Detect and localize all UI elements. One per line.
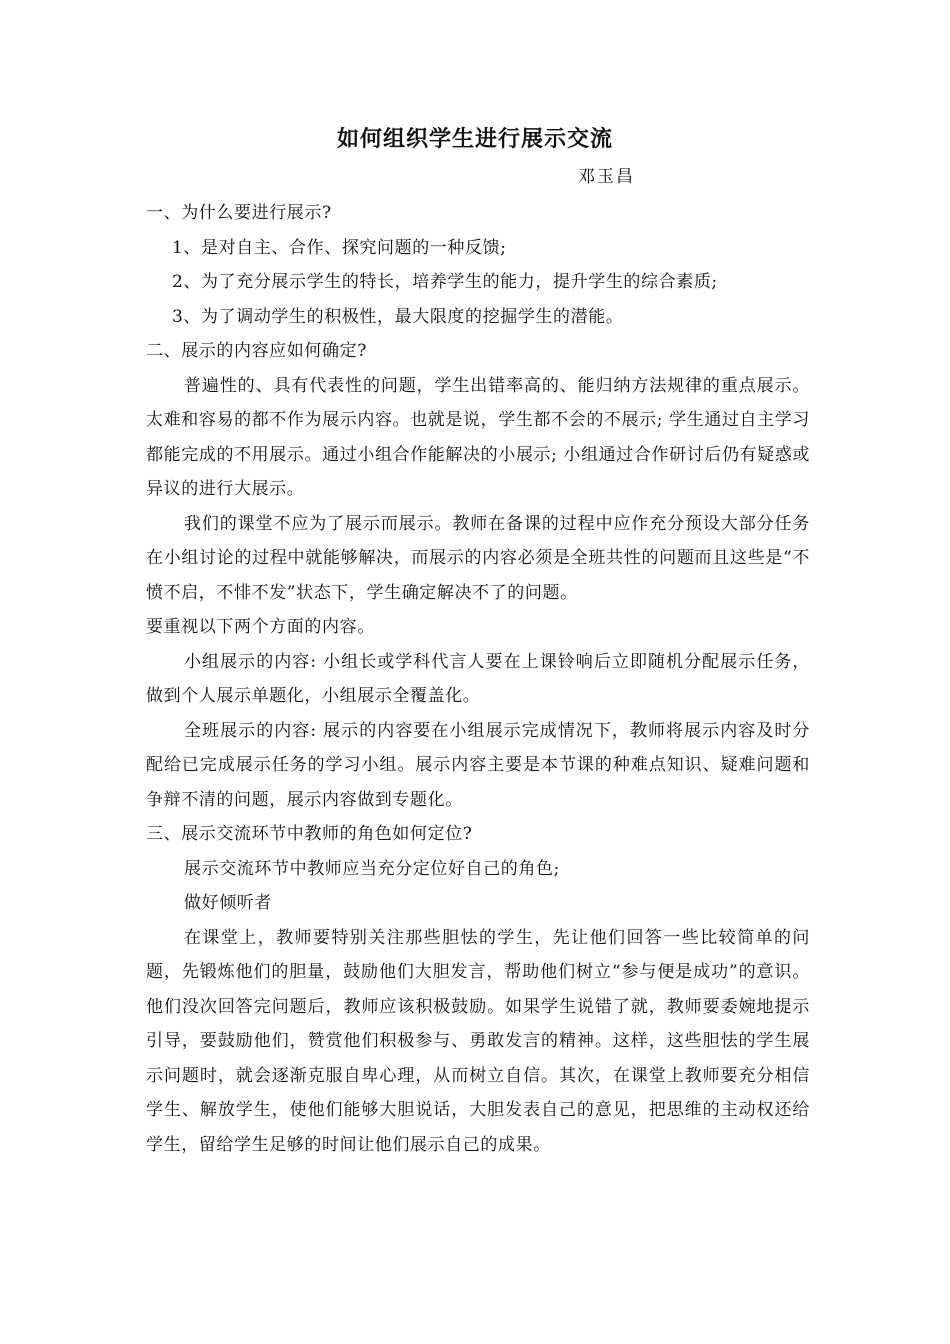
body-paragraph: 要重视以下两个方面的内容。 <box>146 617 375 637</box>
list-item: 2、为了充分展示学生的特长，培养学生的能力，提升学生的综合素质; <box>172 272 718 292</box>
body-paragraph: 我们的课堂不应为了展示而展示。教师在备课的过程中应作充分预设大部分任务在小组讨论的过程中就能够解决，而展示的内容必须是全班共性的问题而且这些是“不愤不启，不悱不发”状态下，学生确定解决不了的问题。 <box>146 513 810 603</box>
author-name: 邓玉昌 <box>578 167 635 187</box>
body-paragraph: 小组展示的内容: 小组长或学科代言人要在上课铃响后立即随机分配展示任务，做到个人展示单题化，小组展示全覆盖化。 <box>146 651 810 706</box>
subheading: 做好倾听者 <box>184 893 272 913</box>
section-heading: 三、展示交流环节中教师的角色如何定位? <box>146 824 473 844</box>
list-item: 1、是对自主、合作、探究问题的一种反馈; <box>172 237 507 258</box>
document-body <box>146 196 810 1162</box>
list-item: 3、为了调动学生的积极性，最大限度的挖掘学生的潜能。 <box>172 306 624 327</box>
section-heading: 二、展示的内容应如何确定? <box>146 341 367 361</box>
section-heading: 一、为什么要进行展示? <box>146 203 332 223</box>
body-paragraph: 在课堂上，教师要特别关注那些胆怯的学生，先让他们回答一些比较简单的问题，先锻炼他们的胆量，鼓励他们大胆发言，帮助他们树立“参与便是成功”的意识。他们没次回答完问题后，教师应该积极鼓励。如果学生说错了就，教师要委婉地提示引导，要鼓励他们，赞赏他们积极参与、勇敢发言的精神。这样，这些胆怯的学生展示问题时，就会逐渐克服自卑心理，从而树立自信。其次，在课堂上教师要充分相信学生、解放学生，使他们能够大胆说话，大胆发表自己的意见，把思维的主动权还给学生，留给学生足够的时间让他们展示自己的成果。 <box>146 927 810 1155</box>
body-paragraph: 展示交流环节中教师应当充分定位好自己的角色; <box>184 858 560 879</box>
document-title: 如何组织学生进行展示交流 <box>336 126 613 152</box>
body-paragraph: 普遍性的、具有代表性的问题，学生出错率高的、能归纳方法规律的重点展示。太难和容易的都不作为展示内容。也就是说，学生都不会的不展示; 学生通过自主学习都能完成的不用展示。通过小组合作能解决的小展示; 小组通过合作研讨后仍有疑惑或异议的进行大展示。 <box>146 375 810 499</box>
body-paragraph: 全班展示的内容: 展示的内容要在小组展示完成情况下，教师将展示内容及时分配给已完成展示任务的学习小组。展示内容主要是本节课的种难点知识、疑难问题和争辩不清的问题，展示内容做到专题化。 <box>146 720 810 810</box>
